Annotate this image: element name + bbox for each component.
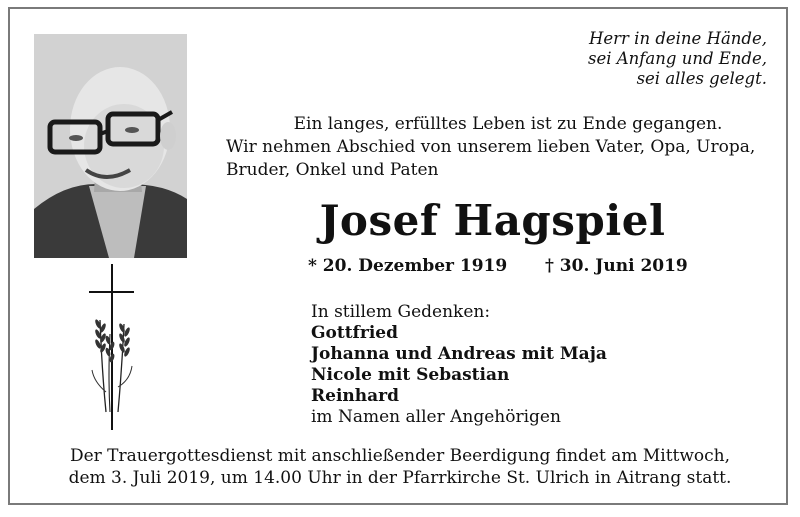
intro-line-1: Ein langes, erfülltes Leben ist zu Ende gegangen. bbox=[293, 114, 723, 134]
birth-date: * 20. Dezember 1919 bbox=[308, 256, 508, 276]
quote-line: sei Anfang und Ende, bbox=[588, 49, 767, 68]
quote-line: sei alles gelegt. bbox=[636, 69, 767, 88]
service-line-2: dem 3. Juli 2019, um 14.00 Uhr in der Pfarrkirche St. Ulrich in Aitrang statt. bbox=[68, 468, 732, 488]
mourners-list bbox=[311, 302, 607, 428]
quote-line: Herr in deine Hände, bbox=[589, 29, 767, 48]
quote-verse bbox=[588, 29, 767, 89]
mourner-name: Johanna und Andreas mit Maja bbox=[311, 344, 607, 364]
mourner-name: Nicole mit Sebastian bbox=[311, 365, 510, 385]
cross-with-wheat-icon bbox=[84, 262, 140, 436]
deceased-name: Josef Hagspiel bbox=[319, 196, 666, 245]
service-line-1: Der Trauergottesdienst mit anschließender Beerdigung findet am Mittwoch, bbox=[69, 446, 731, 466]
death-date: † 30. Juni 2019 bbox=[545, 256, 688, 276]
intro-text bbox=[226, 113, 776, 182]
life-dates bbox=[308, 256, 688, 276]
portrait-photo bbox=[34, 34, 187, 258]
mourners-heading: In stillem Gedenken: bbox=[311, 302, 491, 322]
intro-line-2: Wir nehmen Abschied von unserem lieben Vater, Opa, Uropa, bbox=[226, 137, 756, 157]
intro-line-3: Bruder, Onkel und Paten bbox=[226, 160, 439, 180]
mourners-closing: im Namen aller Angehörigen bbox=[311, 407, 561, 427]
mourner-name: Gottfried bbox=[311, 323, 398, 343]
service-announcement bbox=[20, 445, 780, 489]
mourner-name: Reinhard bbox=[311, 386, 399, 406]
